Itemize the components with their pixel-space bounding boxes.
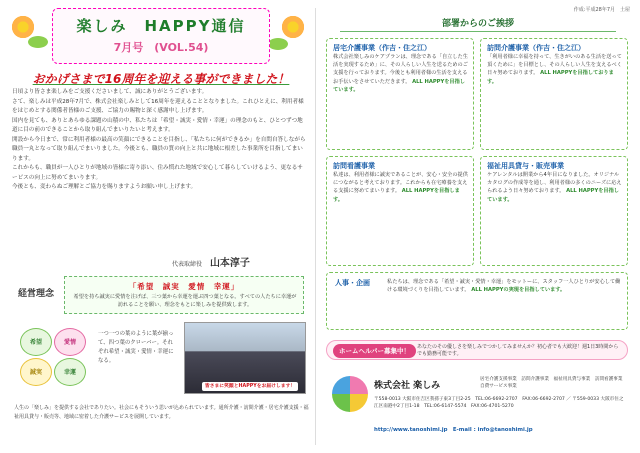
body-paragraph: 今後とも、変わらぬご理解とご協力を賜りますようお願い申し上げます。 — [12, 184, 197, 190]
department-card — [480, 156, 628, 266]
signature — [172, 254, 250, 269]
department-card — [326, 38, 474, 150]
photo-caption: 皆さまに笑顔とHAPPYをお届けします！ — [202, 382, 298, 391]
clover-diagram — [20, 326, 90, 388]
department-card — [326, 156, 474, 266]
department-highlight: ALL HAPPYの実現を目指しています。 — [471, 287, 566, 294]
company-address: 〒558-0013 大阪市住吉区我孫子東3丁目2-25 TEL:06-6692-2707 FAX:06-6692-2707 ／ 〒559-0033 大阪市住之江区南港中2丁目1-18 TEL:06-6147-5574 FAX:06-4701-5270 — [374, 397, 624, 410]
recruit-badge: ホームヘルパー募集中！ — [333, 344, 416, 358]
company-name: 株式会社 楽しみ — [374, 381, 441, 391]
philosophy-title: 「希望 誠実 愛情 幸運」 — [128, 282, 240, 291]
department-highlight: ALL HAPPYを目指します。 — [333, 188, 460, 203]
issue-date: 作成:平成28年7月 土屋 — [573, 7, 630, 13]
department-card — [326, 272, 628, 330]
department-body: 「利用者様に幸福を持って、生きがいのある生活を送って頂くために」を目標とし、その人らしい人生を支えるべく日々努めております。 — [487, 54, 622, 77]
main-headline: おかげさまで16周年を迎える事ができました！ — [32, 72, 290, 86]
department-highlight: ALL HAPPYを目指しております。 — [487, 70, 614, 85]
right-column — [320, 4, 634, 449]
body-paragraph: 日頃より皆さま楽しみをご支援くださいまして、誠にありがとうございます。 — [12, 89, 208, 95]
masthead — [52, 8, 270, 64]
company-services: 居宅介護支援事業 訪問介護事業 福祉用具貸与事業 訪問看護事業 自費サービス事業 — [480, 377, 628, 390]
philosophy-text: 希望を持ち誠実に愛情を注げば、三つ葉から幸運を運ぶ四つ葉となる。すべての人たちに幸運が訪れることを願い、理念をもとに楽しみを提供致します。 — [73, 294, 297, 308]
clover-petal: 誠実 — [20, 358, 52, 386]
department-title: 訪問介護事業（作吉・住之江） — [487, 44, 585, 52]
issue-volume: 7月号 (VOL.54) — [113, 41, 209, 54]
department-body: 株式会社楽しみのケアプランは、理念である「自立した生活を実現するため」に、その人らしい人生を送るためのご支援を行っております。今後とも利用者様の生活を支えるお手伝いをさせていただきます。 — [333, 54, 468, 85]
department-card — [480, 38, 628, 150]
department-highlight: ALL HAPPYを目指しています。 — [333, 78, 465, 93]
signature-role: 代表取締役 — [172, 261, 203, 268]
company-footer — [326, 370, 628, 446]
left-column — [6, 4, 312, 449]
signature-name: 山本淳子 — [209, 258, 250, 269]
department-body: ケアレンタルは開業から4年目になりました。オリジナルカタログの作成等を通し、利用者様の多くのニーズに応えられるよう日々努めております。 — [487, 172, 622, 195]
department-title: 訪問看護事業 — [333, 162, 375, 170]
department-title: 居宅介護事業（作吉・住之江） — [333, 44, 431, 52]
body-paragraph: 国内を見ても、ありとあらゆる課題の山積の中、私たちは「希望・誠実・愛情・幸運」の理念のもと、ひとつずつ地道に目の前のできることから取り組んでまいりたいと考えます。 — [12, 117, 303, 133]
newsletter-title: 楽しみ HAPPY通信 — [76, 17, 246, 35]
department-body: 私たちは、理念である「希望・誠実・愛情・幸運」をモットーに、スタッフ一人ひとりが安心して働ける環境づくりを目指しています。 — [387, 279, 621, 294]
recruit-banner — [326, 340, 628, 360]
department-body: 私達は、利用者様に誠実であることが、安心・安全の提供につながると考えております。これからも在宅療養を支える支援に努めてまいります。 — [333, 172, 468, 195]
company-website-link[interactable]: http://www.tanoshimi.jp E-mail : info@tanoshimi.jp — [374, 427, 533, 433]
philosophy-box — [64, 276, 304, 314]
department-banner: 部署からのご挨拶 — [340, 16, 616, 32]
clover-caption: 一つ一つの葉のように葉が揃って、四つ葉のクローバー。それぞれ希望・誠実・愛情・幸運になる。 — [98, 331, 174, 364]
department-title: 福祉用具貸与・販売事業 — [487, 162, 564, 170]
department-text — [333, 171, 469, 204]
department-text — [387, 278, 623, 294]
column-divider — [315, 8, 316, 445]
leaf-icon — [28, 36, 48, 48]
leaf-icon — [268, 38, 288, 50]
department-text — [487, 53, 623, 86]
company-mission: 人生の「楽しみ」を提供する会社でありたい。社会にもそういう思いが込められています。通所介護・訪問介護・居宅介護支援・福祉用具貸与・販売等、地域に密着した介護サービスを展開しています。 — [14, 405, 309, 420]
greeting-body — [12, 88, 308, 193]
department-highlight: ALL HAPPYを目指しています。 — [487, 188, 619, 203]
department-text — [333, 53, 469, 94]
body-paragraph: 開設から今日まで、常に利用者様の最高の笑顔にできることを目指し、「私たちに何ができるか」を自問自答しながら職員一丸となって取り組んでまいりました。今後とも、職員の質の向上と共に地域に根差した事業所を目指してまいります。 — [12, 136, 306, 162]
body-paragraph: これからも、職員が一人ひとりが地域の皆様に寄り添い、住み慣れた地域で安心して暮らしていけるよう、更なるサービスの向上に努めてまいります。 — [12, 165, 303, 181]
company-logo-icon — [332, 376, 368, 412]
department-title: 人事・企画 — [335, 279, 370, 287]
recruit-text: あなたのその優しさを楽しみでつかしてみませんか？初心者でも大歓迎！週1日3時間からでも勤務可能です。 — [417, 344, 619, 357]
flower-icon — [280, 14, 306, 40]
philosophy-label: 経営理念 — [18, 289, 55, 299]
clover-petal: 幸運 — [54, 358, 86, 386]
clover-petal: 希望 — [20, 328, 52, 356]
department-text — [487, 171, 623, 204]
body-paragraph: さて、楽しみは平成28年7月で、株式会社楽しみとして16周年を迎えることとなりました。これひとえに、利用者様をはじめとする関係者皆様のご支援、ご協力の賜物と深く感謝申し上げます。 — [12, 98, 304, 114]
clover-petal: 愛情 — [54, 328, 86, 356]
